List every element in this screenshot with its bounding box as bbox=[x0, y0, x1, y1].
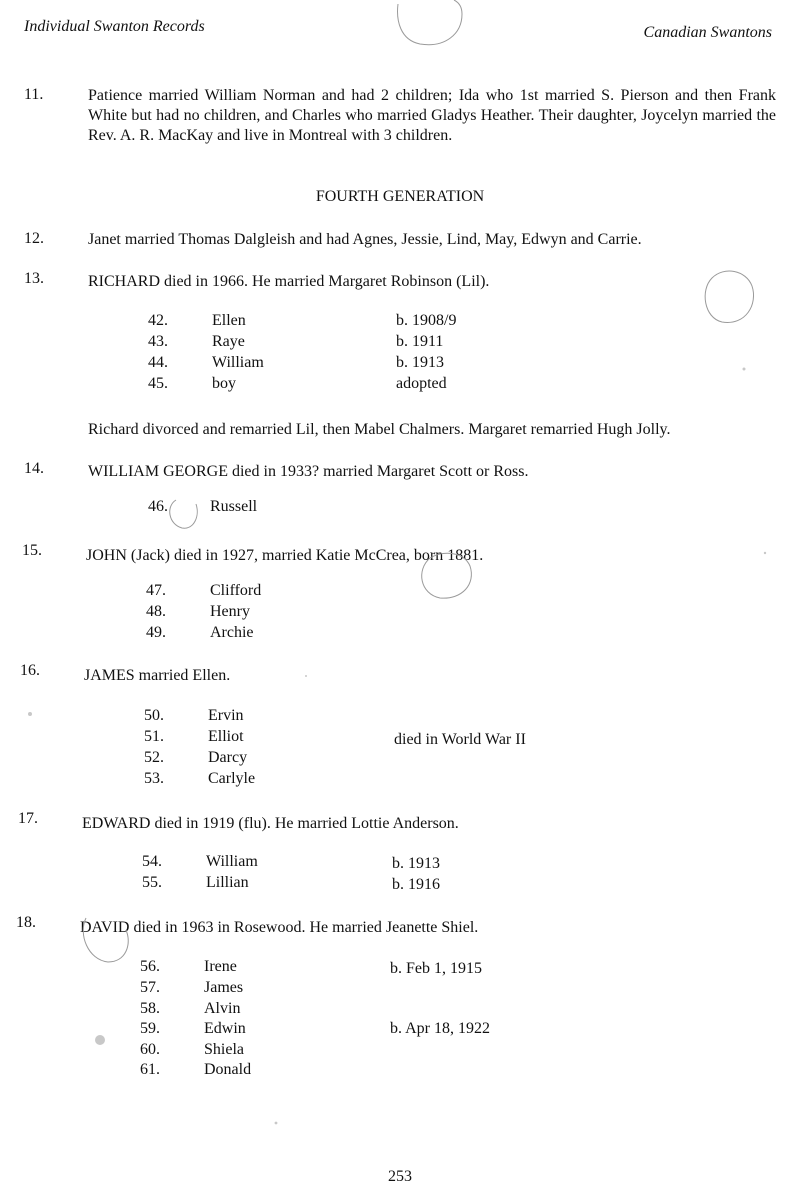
entry-number: 16. bbox=[20, 662, 40, 679]
entry-paragraph: Janet married Thomas Dalgleish and had Agnes, Jessie, Lind, May, Edwyn and Carrie. bbox=[88, 231, 642, 248]
entry-paragraph: JAMES married Ellen. bbox=[84, 667, 231, 684]
entry-number: 15. bbox=[22, 542, 42, 559]
entry-paragraph: WILLIAM GEORGE died in 1933? married Margaret Scott or Ross. bbox=[88, 463, 529, 480]
document-page: Individual Swanton Records Canadian Swantons 11. Patience married William Norman and had 2 children; Ida who 1st married S. Pierson and then Frank White but had no children, and Charles who married Gladys Heather. Their daughter, Joycelyn married the Rev. A. R. MacKay and live in Montreal with 3 children. FOURTH GENERATION 12. Janet married Thomas Dalgleish and had Agnes, Jessie, Lind, May, Edwyn and Carrie. 13. RICHARD died in 1966. He married Margaret Robinson (Lil). 42. Ellen b. 1908/9 43. Raye b. 1911 44. William b. 1913 45. boy adopted Richard divorced and remarried Lil, then Mabel Chalmers. Margaret remarried Hugh Jolly. 14. WILLIAM GEORGE died in 1933? married Margaret Scott or Ross. 46. Russell 15. JOHN (Jack) died in 1927, married Katie McCrea, born 1881. 47. Clifford 48. Henry 49. Archie 16. JAMES married Ellen. 50. Ervin 51. Elliot died in World War II 52. Darcy 53. Carlyle 17. EDWARD died in 1919 (flu). He married Lottie Anderson. 54. William b. 1913 55. Lillian b. 1916 18. DAVID died in 1963 in Rosewood. He married Jeanette Shiel. 56. Irene b. Feb 1, 1915 57. James 58. Alvin 59. Edwin b. Apr 18, 1922 60. Shiela 61. Donald 253 bbox=[0, 0, 800, 1203]
entry-number: 17. bbox=[18, 810, 38, 827]
section-heading: FOURTH GENERATION bbox=[315, 188, 485, 205]
running-header-right: Canadian Swantons bbox=[643, 24, 772, 41]
entry-number: 13. bbox=[24, 270, 44, 287]
entry-paragraph: RICHARD died in 1966. He married Margaret Robinson (Lil). bbox=[88, 273, 490, 290]
entry-number: 11. bbox=[24, 86, 44, 103]
entry-number: 18. bbox=[16, 914, 36, 931]
entry-number: 12. bbox=[24, 230, 44, 247]
entry-paragraph: EDWARD died in 1919 (flu). He married Lottie Anderson. bbox=[82, 815, 459, 832]
page-number: 253 bbox=[388, 1168, 412, 1185]
entry-paragraph: JOHN (Jack) died in 1927, married Katie McCrea, born 1881. bbox=[86, 547, 484, 564]
entry-paragraph: Richard divorced and remarried Lil, then Mabel Chalmers. Margaret remarried Hugh Jolly. bbox=[88, 421, 671, 438]
entry-paragraph: Patience married William Norman and had 2 children; Ida who 1st married S. Pierson and then Frank White but had no children, and Charles who married Gladys Heather. Their daughter, Joycelyn married the Rev. A. R. MacKay and live in Montreal with 3 children. bbox=[88, 87, 776, 144]
entry-number: 14. bbox=[24, 460, 44, 477]
running-header-left: Individual Swanton Records bbox=[24, 18, 205, 35]
entry-paragraph: DAVID died in 1963 in Rosewood. He married Jeanette Shiel. bbox=[80, 919, 479, 936]
